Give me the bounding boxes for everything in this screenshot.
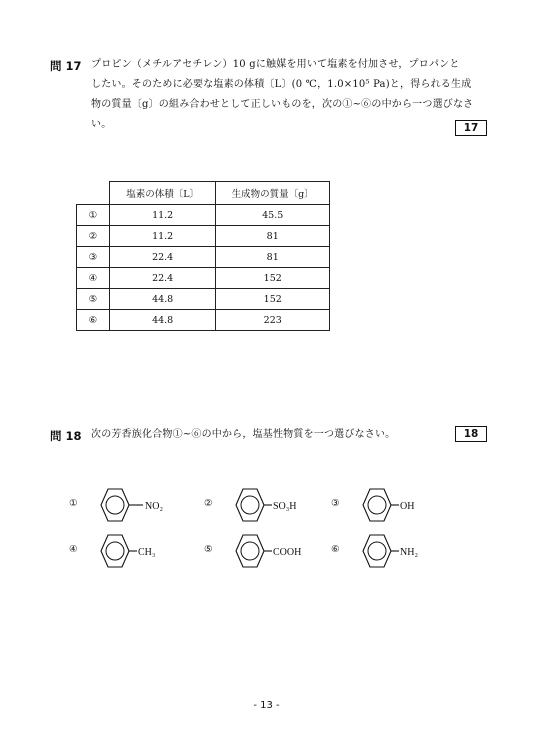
mass-cell: 45.5 xyxy=(216,205,330,226)
volume-cell: 22.4 xyxy=(109,247,216,268)
substituent-label: CH₃ xyxy=(138,547,156,558)
benzene-ring-icon xyxy=(223,531,327,571)
table-header-mass: 生成物の質量〔g〕 xyxy=(216,182,330,205)
substituent-label: NO₂ xyxy=(145,501,163,512)
compound-option-4[interactable] xyxy=(62,531,192,571)
compound-number: ① xyxy=(69,498,78,509)
q17-text xyxy=(91,55,491,135)
q17-line-2: したい。そのために必要な塩素の体積〔L〕(0 ℃，1.0×10⁵ Pa)と，得られる生成 xyxy=(91,79,472,90)
compound-option-3[interactable] xyxy=(324,485,454,525)
option-number: ① xyxy=(77,205,110,226)
q17-answer-box[interactable]: 17 xyxy=(455,120,487,136)
substituent-label: OH xyxy=(400,501,415,512)
compound-number: ③ xyxy=(331,498,340,509)
volume-cell: 11.2 xyxy=(109,205,216,226)
option-number: ⑤ xyxy=(77,289,110,310)
q17-answer-table xyxy=(76,181,330,331)
volume-cell: 44.8 xyxy=(109,310,216,331)
mass-cell: 152 xyxy=(216,268,330,289)
compound-number: ⑤ xyxy=(204,544,213,555)
benzene-ring-icon xyxy=(88,485,192,525)
table-header-row xyxy=(77,182,330,205)
mass-cell: 152 xyxy=(216,289,330,310)
table-row[interactable] xyxy=(77,205,330,226)
mass-cell: 223 xyxy=(216,310,330,331)
q17-label: 問 17 xyxy=(50,59,82,73)
volume-cell: 44.8 xyxy=(109,289,216,310)
compound-option-5[interactable] xyxy=(197,531,327,571)
substituent-label: SO₃H xyxy=(273,501,297,512)
substituent-label: COOH xyxy=(273,547,302,558)
mass-cell: 81 xyxy=(216,247,330,268)
option-number: ② xyxy=(77,226,110,247)
table-header-volume: 塩素の体積〔L〕 xyxy=(109,182,216,205)
table-header-blank xyxy=(77,182,110,205)
option-number: ③ xyxy=(77,247,110,268)
option-number: ⑥ xyxy=(77,310,110,331)
table-row[interactable] xyxy=(77,268,330,289)
benzene-ring-icon xyxy=(88,531,192,571)
compound-number: ② xyxy=(204,498,213,509)
q17-line-1: プロピン（メチルアセチレン）10 gに触媒を用いて塩素を付加させ，プロパンと xyxy=(91,59,460,70)
table-row[interactable] xyxy=(77,310,330,331)
option-number: ④ xyxy=(77,268,110,289)
compound-option-6[interactable] xyxy=(324,531,454,571)
compound-number: ④ xyxy=(69,544,78,555)
compound-list xyxy=(62,485,482,585)
compound-option-2[interactable] xyxy=(197,485,327,525)
table-row[interactable] xyxy=(77,226,330,247)
q18-text: 次の芳香族化合物①~⑥の中から，塩基性物質を一つ選びなさい。 xyxy=(91,429,396,440)
substituent-label: NH₂ xyxy=(400,547,418,558)
volume-cell: 11.2 xyxy=(109,226,216,247)
benzene-ring-icon xyxy=(350,531,454,571)
mass-cell: 81 xyxy=(216,226,330,247)
table-row[interactable] xyxy=(77,247,330,268)
compound-option-1[interactable] xyxy=(62,485,192,525)
q17-line-3: 物の質量〔g〕の組み合わせとして正しいものを，次の①~⑥の中から一つ選びなさ xyxy=(91,99,474,110)
table-row[interactable] xyxy=(77,289,330,310)
compound-number: ⑥ xyxy=(331,544,340,555)
benzene-ring-icon xyxy=(350,485,454,525)
benzene-ring-icon xyxy=(223,485,327,525)
q18-label: 問 18 xyxy=(50,429,82,443)
q17-line-4: い。 xyxy=(91,119,112,130)
q18-answer-box[interactable]: 18 xyxy=(455,426,487,442)
volume-cell: 22.4 xyxy=(109,268,216,289)
page-number: - 13 - xyxy=(253,700,280,711)
